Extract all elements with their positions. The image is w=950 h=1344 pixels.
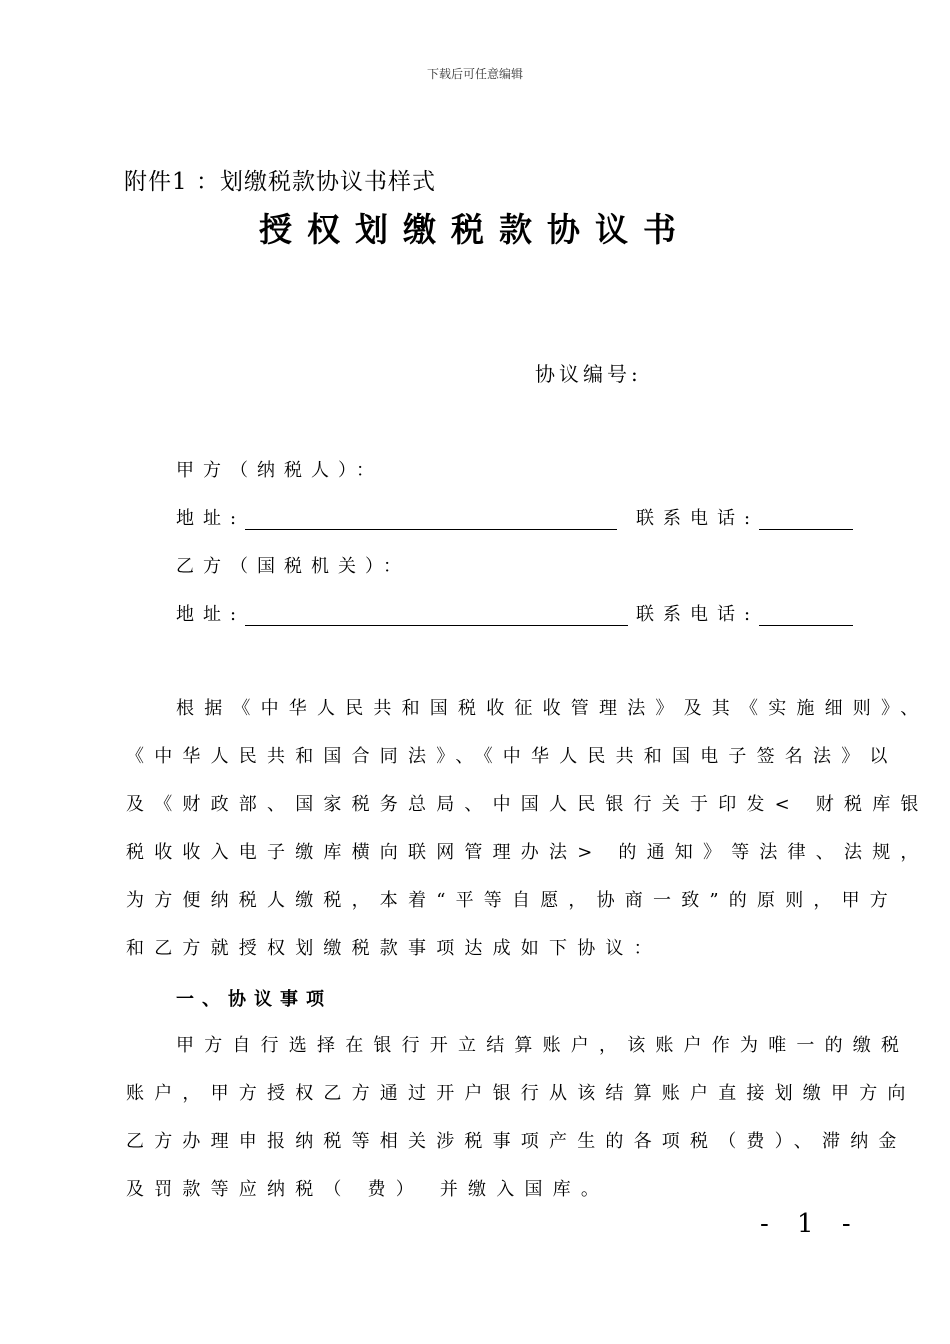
preamble-line: 税收收入电子缴库横向联网管理办法> 的通知》等法律、法规，: [126, 842, 929, 863]
party-b-phone-row: [636, 600, 853, 626]
attachment-title: 附件1 ：划缴税款协议书样式: [124, 169, 436, 195]
preamble-line: 《中华人民共和国合同法》、《中华人民共和国电子签名法》以: [126, 746, 898, 767]
party-a-phone-label: 联系电话:: [636, 508, 760, 529]
page-header: 下载后可任意编辑: [426, 67, 523, 81]
party-b-address-blank: [245, 624, 628, 626]
party-a-label: 甲方（纳税人）：: [176, 460, 383, 481]
section-1-line: 账户，甲方授权乙方通过开户银行从该结算账户直接划缴甲方向: [126, 1083, 916, 1104]
preamble-line: 和乙方就授权划缴税款事项达成如下协议：: [126, 938, 662, 959]
section-1-line: 甲方自行选择在银行开立结算账户，该账户作为唯一的缴税: [176, 1035, 910, 1056]
party-a-address-blank: [245, 528, 617, 530]
section-1-line: 及罚款等应纳税（ 费） 并缴入国库。: [126, 1179, 610, 1200]
agreement-number-label: 协议编号:: [535, 362, 642, 386]
party-a-phone-row: [636, 504, 853, 530]
party-b-address-row: [176, 600, 628, 626]
party-b-phone-label: 联系电话:: [636, 604, 760, 625]
section-1-line: 乙方办理申报纳税等相关涉税事项产生的各项税（费）、滞纳金: [126, 1131, 907, 1152]
preamble-line: 及《财政部、国家税务总局、中国人民银行关于印发< 财税库银: [126, 794, 929, 815]
party-a-address-label: 地址:: [176, 508, 246, 529]
page-number: - 1 -: [760, 1209, 861, 1239]
preamble-line: 为方便纳税人缴税，本着“平等自愿，协商一致”的原则，甲方: [126, 890, 899, 911]
party-a-address-row: [176, 504, 617, 530]
preamble-line: 根据《中华人民共和国税收征收管理法》及其《实施细则》、: [176, 698, 929, 719]
party-b-label: 乙方（国税机关）：: [176, 556, 410, 577]
party-b-address-label: 地址:: [176, 604, 246, 625]
party-b-phone-blank: [759, 624, 853, 626]
section-1-heading: 一、协议事项: [176, 989, 332, 1010]
document-title: 授权划缴税款协议书: [259, 210, 691, 249]
party-a-phone-blank: [759, 528, 853, 530]
